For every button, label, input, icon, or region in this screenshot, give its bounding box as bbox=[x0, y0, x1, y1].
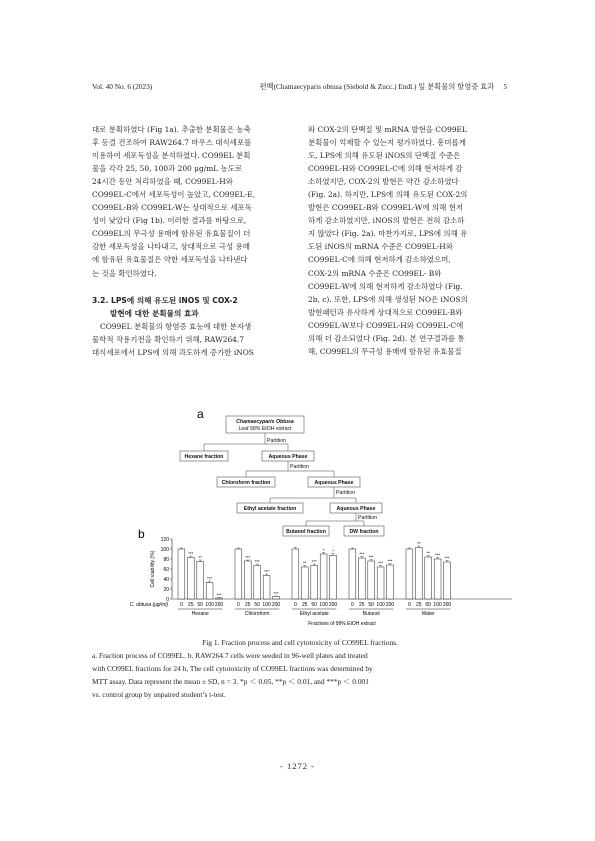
significance-mark: *** bbox=[444, 555, 450, 561]
chloroform-fraction-text: Chloroform fraction bbox=[221, 480, 271, 486]
significance-mark: *** bbox=[273, 590, 279, 596]
y-axis-label: Cell viability (%) bbox=[150, 550, 156, 588]
dose-tick-label: 50 bbox=[425, 602, 431, 608]
significance-mark: ** bbox=[303, 560, 307, 566]
bar bbox=[263, 576, 270, 600]
partition-label-2: Partition bbox=[290, 464, 310, 470]
y-tick-label: 100 bbox=[160, 546, 169, 553]
root-extract-text: Leaf 99% EtOH extract bbox=[238, 426, 292, 432]
caption-line: a. Fraction process of CO99EL. b. RAW264.7 cells were seeded in 96-well plates and treated bbox=[92, 651, 368, 660]
body-text-line: 하게 감소하였지만, iNOS의 발현은 전혀 감소하 bbox=[308, 216, 465, 226]
figure-1-svg bbox=[129, 404, 520, 640]
dose-tick-label: 200 bbox=[442, 602, 452, 608]
significance-mark: *** bbox=[311, 558, 317, 564]
bar bbox=[187, 558, 194, 600]
body-text-line: 대로 분획하였다 (Fig 1a). 추출한 분획물은 농축 bbox=[92, 125, 251, 134]
body-text-line: CO99EL-H와 CO99EL-C에 의해 현저하게 감 bbox=[308, 164, 463, 174]
bar bbox=[273, 597, 280, 600]
bar bbox=[434, 559, 441, 599]
dose-row-label: C. obtusa (μg/ml) bbox=[129, 602, 168, 608]
bar bbox=[415, 548, 422, 600]
body-text-line: 도된 iNOS의 mRNA 수준은 CO99EL-H와 bbox=[308, 242, 453, 252]
significance-mark: *** bbox=[359, 551, 365, 557]
y-tick-label: 80 bbox=[163, 556, 169, 563]
bar bbox=[368, 561, 375, 599]
body-text-line: CO99EL의 무극성 용매에 함유된 유효물질이 더 bbox=[92, 229, 251, 239]
significance-mark: ** bbox=[417, 540, 421, 546]
right-column bbox=[308, 123, 514, 358]
dose-tick-label: 100 bbox=[376, 602, 385, 608]
dose-tick-label: 0 bbox=[351, 602, 354, 608]
article-short-title: 편백(Chamaecyparis obtusa (Siebold & Zucc.) Endl.) 잎 분획물의 항염증 효과 5 bbox=[259, 82, 507, 91]
aqueous-phase-text-3: Aqueous Phase bbox=[336, 506, 376, 512]
bar bbox=[206, 583, 213, 600]
body-text-line: CO99EL-C에 의해 현저하게 감소하였으며, bbox=[308, 255, 451, 265]
body-text-line: 지 않았다 (Fig. 2a). 마찬가지로, LPS에 의해 유 bbox=[308, 229, 468, 239]
body-text-line: 발현패턴과 유사하게 상대적으로 CO99EL-B와 bbox=[308, 307, 463, 317]
dose-tick-label: 25 bbox=[245, 602, 251, 608]
body-text-line: 소하였지만, COX-2의 발현은 약간 감소하였다 bbox=[308, 177, 459, 187]
body-text-line: 24시간 동안 처리하였을 때, CO99EL-H와 bbox=[92, 177, 233, 187]
dose-tick-label: 200 bbox=[271, 602, 281, 608]
bar bbox=[244, 561, 251, 599]
bar bbox=[254, 566, 261, 600]
left-column-paragraph-2 bbox=[92, 320, 298, 359]
partition-label-1: Partition bbox=[267, 438, 287, 444]
bar bbox=[377, 567, 384, 599]
bar bbox=[349, 549, 356, 599]
body-text-line: CO99EL 분획물의 항염증 효능에 대한 분자생 bbox=[100, 321, 252, 331]
body-text-line: CO99EL-B와 CO99EL-W는 상대적으로 세포독 bbox=[92, 203, 252, 213]
dose-tick-label: 50 bbox=[311, 602, 317, 608]
hexane-fraction-text: Hexane fraction bbox=[184, 454, 224, 460]
group-label: Ethyl acetate bbox=[299, 611, 329, 617]
body-text-line: 에 함유된 유효물질은 약한 세포독성을 나타낸다 bbox=[92, 255, 248, 265]
significance-mark: * bbox=[322, 547, 325, 553]
bar bbox=[425, 557, 432, 599]
partition-label-4: Partition bbox=[358, 515, 378, 521]
body-text-line: (Fig. 2a). 하지만, LPS에 의해 유도된 COX-2의 bbox=[308, 190, 468, 200]
running-header bbox=[92, 82, 507, 96]
panel-label-a: a bbox=[197, 407, 204, 421]
left-column bbox=[92, 123, 298, 359]
dose-tick-label: 200 bbox=[214, 602, 224, 608]
significance-mark: *** bbox=[254, 558, 260, 564]
bar bbox=[358, 558, 365, 599]
body-text-line: 발현은 CO99EL-B와 CO99EL-W에 의해 현저 bbox=[308, 203, 464, 213]
body-text-line: CO99EL-W에 의해 현저하게 감소하였다 (Fig. bbox=[308, 281, 463, 291]
dose-tick-label: 100 bbox=[205, 602, 214, 608]
bar bbox=[235, 549, 242, 599]
dose-tick-label: 100 bbox=[433, 602, 442, 608]
bar bbox=[292, 549, 299, 599]
dose-tick-label: 50 bbox=[254, 602, 260, 608]
body-text-line: 강한 세포독성을 나타내고, 상대적으로 극성 용매 bbox=[92, 242, 250, 252]
body-text-line: 와 COX-2의 단백질 및 mRNA 발현을 CO99EL bbox=[308, 125, 467, 134]
bar bbox=[216, 598, 223, 599]
group-label: Chloroform bbox=[244, 611, 270, 617]
significance-mark: * bbox=[332, 548, 334, 554]
caption-line: vs. control group by unpaired student’s t-test. bbox=[92, 690, 226, 699]
figure-caption bbox=[92, 636, 508, 701]
body-text-line: 해, CO99EL의 무극성 용매에 함유된 유효물질 bbox=[308, 346, 462, 356]
dose-tick-label: 0 bbox=[294, 602, 297, 608]
aqueous-phase-text-1: Aqueous Phase bbox=[268, 454, 308, 460]
y-tick-label: 60 bbox=[163, 566, 169, 573]
butanol-fraction-text: Butanol fraction bbox=[286, 529, 326, 535]
caption-line: MTT assay. Data represent the mean ± SD, n = 3. *p ＜ 0.05, **p ＜ 0.01, and ***p ＜ 0.001 bbox=[92, 677, 369, 686]
body-text-line: 후 동결 건조하여 RAW264.7 마우스 대식세포를 bbox=[92, 138, 252, 148]
body-text-line: 물학적 작용기전을 확인하기 위해, RAW264.7 bbox=[92, 334, 245, 344]
dose-tick-label: 100 bbox=[319, 602, 328, 608]
aqueous-phase-text-2: Aqueous Phase bbox=[314, 480, 354, 486]
figure-1 bbox=[129, 404, 520, 640]
caption-title: Fig 1. Fraction process and cell cytotoxicity of CO99EL fractions. bbox=[202, 638, 398, 647]
significance-mark: *** bbox=[245, 554, 251, 560]
significance-mark: *** bbox=[435, 552, 441, 558]
root-species-text: Chamaecyparis Obtusa bbox=[236, 419, 294, 425]
dose-tick-label: 100 bbox=[262, 602, 271, 608]
group-label: Hexane bbox=[191, 611, 209, 617]
body-text-line: CO99EL-C에서 세포독성이 높았고, CO99EL-E, bbox=[92, 190, 256, 200]
significance-mark: *** bbox=[264, 568, 270, 574]
y-tick-label: 40 bbox=[163, 576, 169, 583]
body-text-line: 성이 낮았다 (Fig 1b). 이러한 결과를 바탕으로, bbox=[92, 216, 247, 226]
caption-body bbox=[92, 649, 508, 701]
body-text-line: COX-2의 mRNA 수준은 CO99EL- B와 bbox=[308, 268, 442, 278]
body-text-line: 의해 더 감소되었다 (Fig. 2d). 본 연구결과를 통 bbox=[308, 333, 465, 343]
significance-mark: *** bbox=[378, 560, 384, 566]
body-text-line: 분획물이 억제할 수 있는지 평가하였다. 흥미롭게 bbox=[308, 138, 466, 148]
ethyl-acetate-fraction-text: Ethyl acetate fraction bbox=[243, 506, 297, 512]
dose-tick-label: 50 bbox=[197, 602, 203, 608]
left-column-paragraph bbox=[92, 123, 298, 280]
y-tick-label: 0 bbox=[166, 596, 169, 603]
bar bbox=[178, 549, 185, 599]
dose-tick-label: 25 bbox=[359, 602, 365, 608]
bar bbox=[406, 549, 413, 599]
bar bbox=[320, 554, 327, 599]
right-column-paragraph bbox=[308, 123, 514, 358]
group-label: Butanol bbox=[362, 611, 380, 617]
dose-tick-label: 25 bbox=[416, 602, 422, 608]
section-heading-continued: 발현에 대한 분획물의 효과 bbox=[110, 308, 199, 318]
dose-tick-label: 25 bbox=[302, 602, 308, 608]
dose-tick-label: 200 bbox=[385, 602, 395, 608]
x-axis-label: Fractions of 99% EtOH extract bbox=[308, 621, 376, 627]
dose-tick-label: 0 bbox=[408, 602, 411, 608]
dose-tick-label: 50 bbox=[368, 602, 374, 608]
significance-mark: *** bbox=[216, 592, 222, 598]
bar bbox=[311, 566, 318, 600]
dw-fraction-text: DW fraction bbox=[349, 529, 379, 535]
bar bbox=[301, 567, 308, 599]
caption-line: with CO99EL fractions for 24 h, The cell cytotoxicity of CO99EL fractions was determined by bbox=[92, 664, 373, 673]
fraction-flowchart bbox=[180, 416, 384, 536]
significance-mark: ** bbox=[426, 550, 430, 556]
bar bbox=[330, 556, 337, 600]
dose-tick-label: 200 bbox=[328, 602, 338, 608]
body-text-line: 대식세포에서 LPS에 의해 과도하게 증가한 iNOS bbox=[92, 347, 254, 357]
body-text-line: CO99EL-W보다 CO99EL-H와 CO99EL-C에 bbox=[308, 320, 464, 330]
significance-mark: *** bbox=[188, 550, 194, 556]
dose-tick-label: 0 bbox=[180, 602, 183, 608]
y-tick-label: 20 bbox=[163, 586, 169, 593]
cell-viability-chart bbox=[130, 537, 512, 627]
y-tick-label: 120 bbox=[160, 536, 169, 543]
significance-mark: *** bbox=[207, 575, 213, 581]
partition-label-3: Partition bbox=[336, 490, 356, 496]
bar bbox=[197, 562, 204, 600]
dose-tick-label: 25 bbox=[188, 602, 194, 608]
panel-label-b: b bbox=[138, 527, 145, 541]
page-number: - 1272 - bbox=[280, 761, 315, 771]
body-text-line: 이용하여 세포독성을 분석하였다. CO99EL 분획 bbox=[92, 151, 251, 161]
body-text-line: 물을 각각 25, 50, 100과 200 μg/mL 농도로 bbox=[92, 164, 243, 174]
body-text-line: 도, LPS에 의해 유도된 iNOS의 단백질 수준은 bbox=[308, 151, 461, 161]
dose-tick-label: 0 bbox=[237, 602, 240, 608]
bar bbox=[387, 565, 394, 599]
bar bbox=[444, 562, 451, 599]
journal-volume: Vol. 40 No. 6 (2023) bbox=[92, 82, 153, 91]
body-text-line: 는 것을 확인하였다. bbox=[92, 268, 157, 278]
significance-mark: *** bbox=[368, 554, 374, 560]
section-heading: 3.2. LPS에 의해 유도된 iNOS 및 COX-2 bbox=[92, 295, 238, 305]
group-label: Water bbox=[421, 611, 435, 617]
significance-mark: *** bbox=[387, 558, 393, 564]
body-text-line: 2b, c). 또한, LPS에 의해 생성된 NO은 iNOS의 bbox=[308, 294, 468, 304]
significance-mark: ** bbox=[198, 554, 202, 560]
